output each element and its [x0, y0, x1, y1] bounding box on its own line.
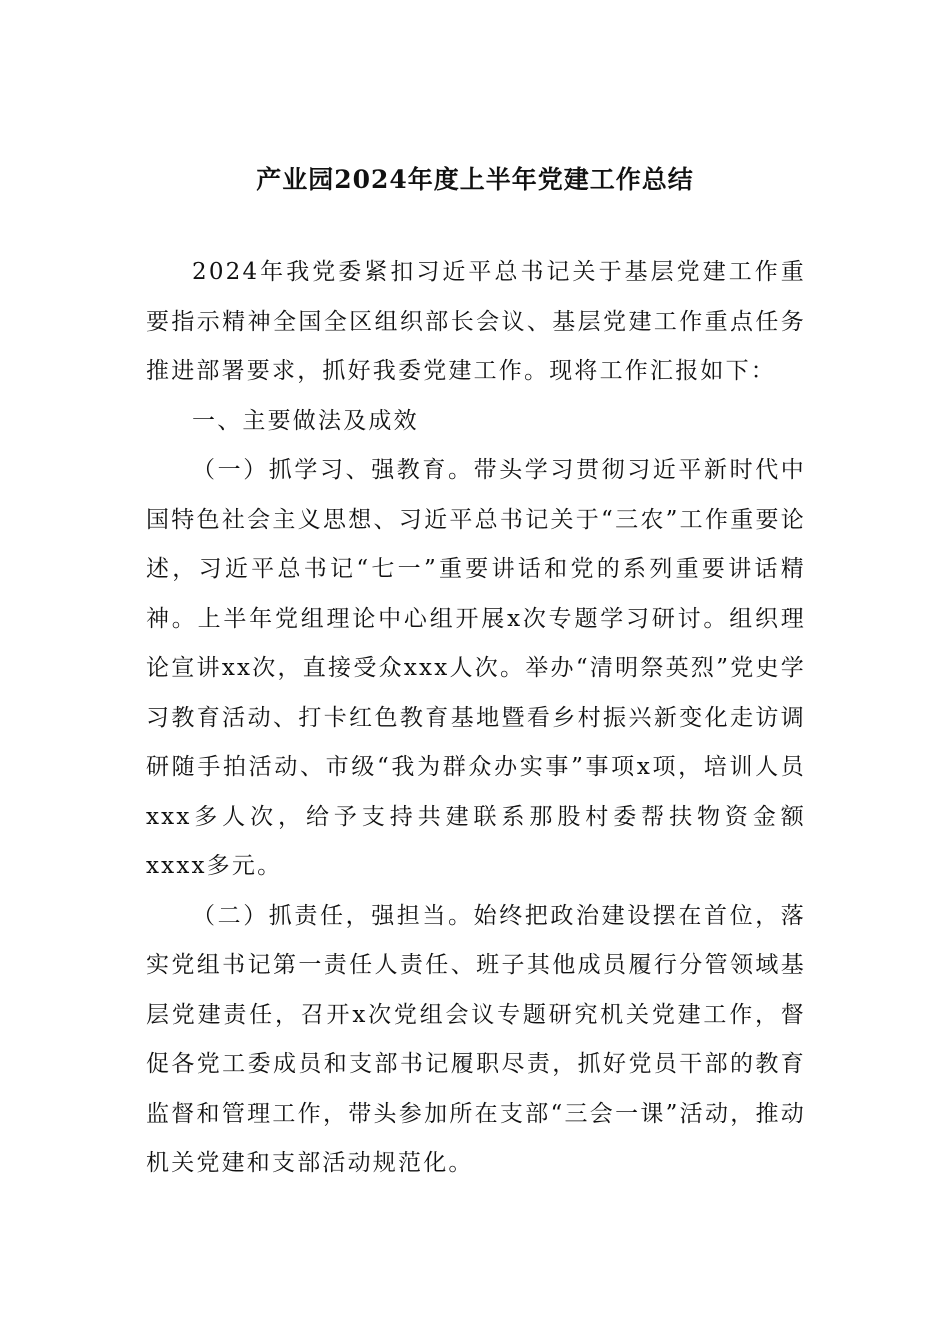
- section-heading-main-practices: 一、主要做法及成效: [192, 407, 419, 434]
- paragraph-study-education: （一）抓学习、强教育。带头学习贯彻习近平新时代中国特色社会主义思想、习近平总书记关于“三农”工作重要论述，习近平总书记“七一”重要讲话和党的系列重要讲话精神。上半年党组理论中心组开展x次专题学习研讨。组织理论宣讲xx次，直接受众xxx人次。举办“清明祭英烈”党史学习教育活动、打卡红色教育基地暨看乡村振兴新变化走访调研随手拍活动、市级“我为群众办实事”事项x项，培训人员xxx多人次，给予支持共建联系那股村委帮扶物资金额xxxx多元。: [146, 457, 806, 879]
- paragraph-responsibility: （二）抓责任，强担当。始终把政治建设摆在首位，落实党组书记第一责任人责任、班子其他成员履行分管领域基层党建责任，召开x次党组会议专题研究机关党建工作，督促各党工委成员和支部书记履职尽责，抓好党员干部的教育监督和管理工作，带头参加所在支部“三会一课”活动，推动机关党建和支部活动规范化。: [146, 902, 806, 1176]
- intro-paragraph: 2024年我党委紧扣习近平总书记关于基层党建工作重要指示精神全国全区组织部长会议、基层党建工作重点任务推进部署要求，抓好我委党建工作。现将工作汇报如下：: [146, 259, 806, 384]
- document-title: 产业园2024年度上半年党建工作总结: [256, 165, 694, 194]
- document-body: [146, 248, 806, 1189]
